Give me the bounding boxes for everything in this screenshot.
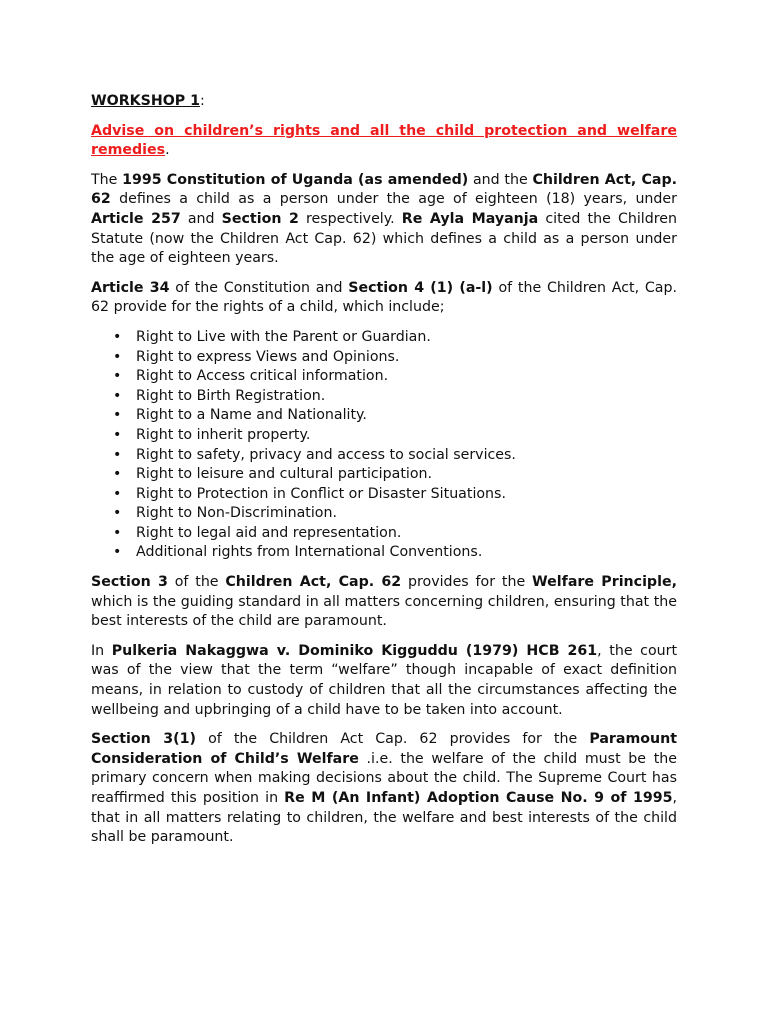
children-act-reference: Children Act, Cap. 62: [91, 171, 677, 208]
section-3-1-reference: Section 3(1): [91, 731, 196, 748]
section-4-reference: Section 4 (1) (a-l): [348, 279, 493, 296]
list-item: [91, 543, 677, 563]
para1-text-6: cited the Children Statute (now the Children Act Cap. 62) which defines a child as a person under the age of eighteen years.: [91, 210, 677, 267]
para1-text-2: and the: [468, 171, 533, 188]
list-item-text: Right to express Views and Opinions.: [136, 348, 400, 365]
constitution-reference: 1995 Constitution of Uganda (as amended): [122, 171, 469, 188]
bullet-icon: •: [113, 387, 122, 404]
bullet-icon: •: [113, 505, 122, 522]
section-2-reference: Section 2: [221, 210, 299, 227]
list-item: [91, 465, 677, 485]
list-item-text: Right to legal aid and representation.: [136, 524, 402, 541]
paragraph-paramount-consideration: [91, 730, 677, 848]
para4-text-1: In: [91, 642, 112, 659]
paramount-consideration-term: Paramount Consideration of Child’s Welfare: [91, 731, 677, 767]
list-item-text: Right to Birth Registration.: [136, 387, 326, 404]
case-re-m-infant: Re M (An Infant) Adoption Cause No. 9 of 1995: [284, 790, 673, 806]
para3-text-3: which is the guiding standard in all matters concerning children, ensuring that the best interests of the child are paramount.: [91, 593, 677, 630]
workshop-label: WORKSHOP 1: [91, 93, 200, 109]
subtitle: [91, 122, 677, 161]
list-item-text: Additional rights from International Conventions.: [136, 544, 483, 561]
list-item: [91, 348, 677, 368]
list-item-text: Right to safety, privacy and access to social services.: [136, 446, 516, 463]
list-item: [91, 426, 677, 446]
list-item-text: Right to inherit property.: [136, 426, 311, 443]
list-item: [91, 446, 677, 466]
para5-text-3: , that in all matters relating to children, the welfare and best interests of the child shall be paramount.: [91, 790, 677, 846]
subtitle-period: .: [165, 142, 170, 159]
para1-text-5: respectively.: [298, 210, 402, 227]
para5-text-1: of the Children Act Cap. 62 provides for the: [195, 731, 590, 748]
case-ayla-mayanja: Re Ayla Mayanja: [401, 210, 539, 227]
bullet-icon: •: [113, 544, 122, 561]
list-item-text: Right to Access critical information.: [136, 368, 389, 385]
paragraph-definition: [91, 171, 677, 269]
list-item: [91, 367, 677, 387]
bullet-icon: •: [113, 348, 122, 365]
children-act-reference: Children Act, Cap. 62: [225, 574, 402, 591]
list-item-text: Right to Live with the Parent or Guardian.: [136, 328, 431, 345]
para2-text-2: of the Children Act, Cap. 62 provide for the rights of a child, which include;: [91, 279, 678, 316]
welfare-principle-term: Welfare Principle,: [532, 574, 677, 591]
list-item-text: Right to Non-Discrimination.: [136, 505, 337, 522]
bullet-icon: •: [113, 466, 122, 483]
list-item: [91, 524, 677, 544]
list-item-text: Right to a Name and Nationality.: [136, 407, 367, 424]
section-3-reference: Section 3: [91, 574, 168, 591]
para3-text-1: of the: [167, 574, 226, 591]
workshop-colon: :: [200, 93, 205, 109]
list-item: [91, 387, 677, 407]
list-item: [91, 504, 677, 524]
para1-text-3: defines a child as a person under the age of eighteen (18) years, under: [110, 191, 677, 208]
case-nakaggwa-kigguddu: Pulkeria Nakaggwa v. Dominiko Kigguddu (1979) HCB 261: [111, 642, 598, 659]
para2-text-1: of the Constitution and: [169, 279, 349, 296]
paragraph-welfare-principle: [91, 573, 677, 632]
paragraph-case-nakaggwa: [91, 642, 677, 720]
list-item-text: Right to Protection in Conflict or Disaster Situations.: [136, 485, 506, 502]
para4-text-2: , the court was of the view that the term “welfare” though incapable of exact definition means, in relation to custody of children that all the circumstances affecting the wellbeing and upbringing of a child have to be taken into account.: [91, 642, 678, 718]
list-item: [91, 485, 677, 505]
list-item-text: Right to leisure and cultural participation.: [136, 466, 433, 483]
document-page: [91, 92, 677, 858]
bullet-icon: •: [113, 485, 122, 502]
list-item: [91, 406, 677, 426]
para1-text-1: The: [91, 171, 123, 188]
list-item: [91, 328, 677, 348]
article-257-reference: Article 257: [91, 210, 181, 227]
bullet-icon: •: [113, 407, 122, 424]
para5-text-2: .i.e. the welfare of the child must be the primary concern when making decisions about the child. The Supreme Court has reaffirmed this position in: [91, 750, 677, 806]
para3-text-2: provides for the: [401, 574, 533, 591]
para1-text-4: and: [180, 210, 222, 227]
rights-list: [91, 328, 677, 563]
bullet-icon: •: [113, 524, 122, 541]
bullet-icon: •: [113, 368, 122, 385]
workshop-heading: [91, 92, 677, 112]
bullet-icon: •: [113, 328, 122, 345]
bullet-icon: •: [113, 446, 122, 463]
subtitle-text: Advise on children’s rights and all the child protection and welfare remedies: [91, 122, 677, 159]
article-34-reference: Article 34: [91, 279, 170, 296]
bullet-icon: •: [113, 426, 122, 443]
paragraph-rights-intro: [91, 279, 677, 318]
